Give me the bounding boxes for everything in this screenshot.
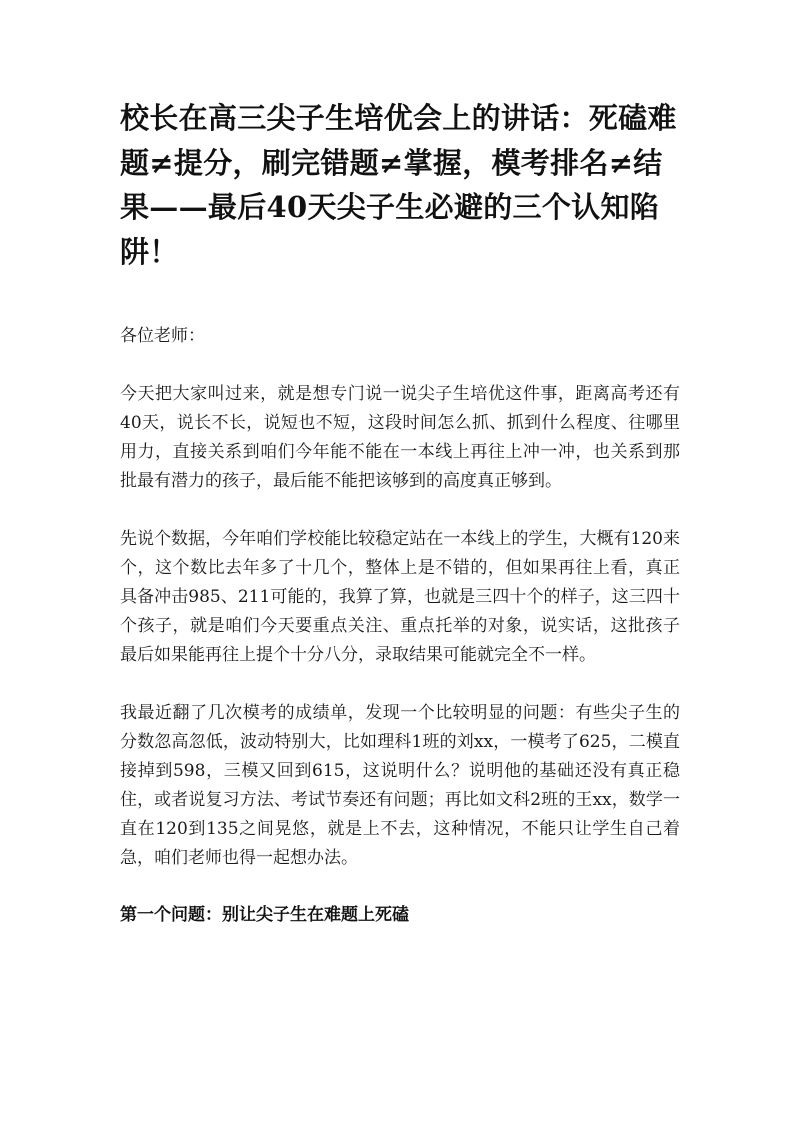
document-body	[120, 96, 680, 930]
section-heading: 第一个问题：别让尖子生在难题上死磕	[120, 905, 409, 925]
paragraph-scores: 我最近翻了几次模考的成绩单，发现一个比较明显的问题：有些尖子生的分数忽高忽低，波动特别大，比如理科1班的刘xx，一模考了625，二模直接掉到598，三模又回到615，这说明什么？说明他的基础还没有真正稳住，或者说复习方法、考试节奏还有问题；再比如文科2班的王xx，数学一直在120到135之间晃悠，就是上不去，这种情况，不能只让学生自己着急，咱们老师也得一起想办法。	[120, 703, 680, 868]
salutation: 各位老师：	[120, 326, 205, 346]
paragraph-intro: 今天把大家叫过来，就是想专门说一说尖子生培优这件事，距离高考还有40天，说长不长，说短也不短，这段时间怎么抓、抓到什么程度、往哪里用力，直接关系到咱们今年能不能在一本线上再往上冲一冲，也关系到那批最有潜力的孩子，最后能不能把该够到的高度真正够到。	[120, 384, 680, 491]
document-title: 校长在高三尖子生培优会上的讲话：死磕难题≠提分，刷完错题≠掌握，模考排名≠结果——最后40天尖子生必避的三个认知陷阱！	[120, 101, 677, 269]
paragraph-data: 先说个数据，今年咱们学校能比较稳定站在一本线上的学生，大概有120来个，这个数比去年多了十几个，整体上是不错的，但如果再往上看，真正具备冲击985、211可能的，我算了算，也就是三四十个的样子，这三四十个孩子，就是咱们今天要重点关注、重点托举的对象，说实话，这批孩子最后如果能再往上提个十分八分，录取结果可能就完全不一样。	[120, 529, 680, 665]
